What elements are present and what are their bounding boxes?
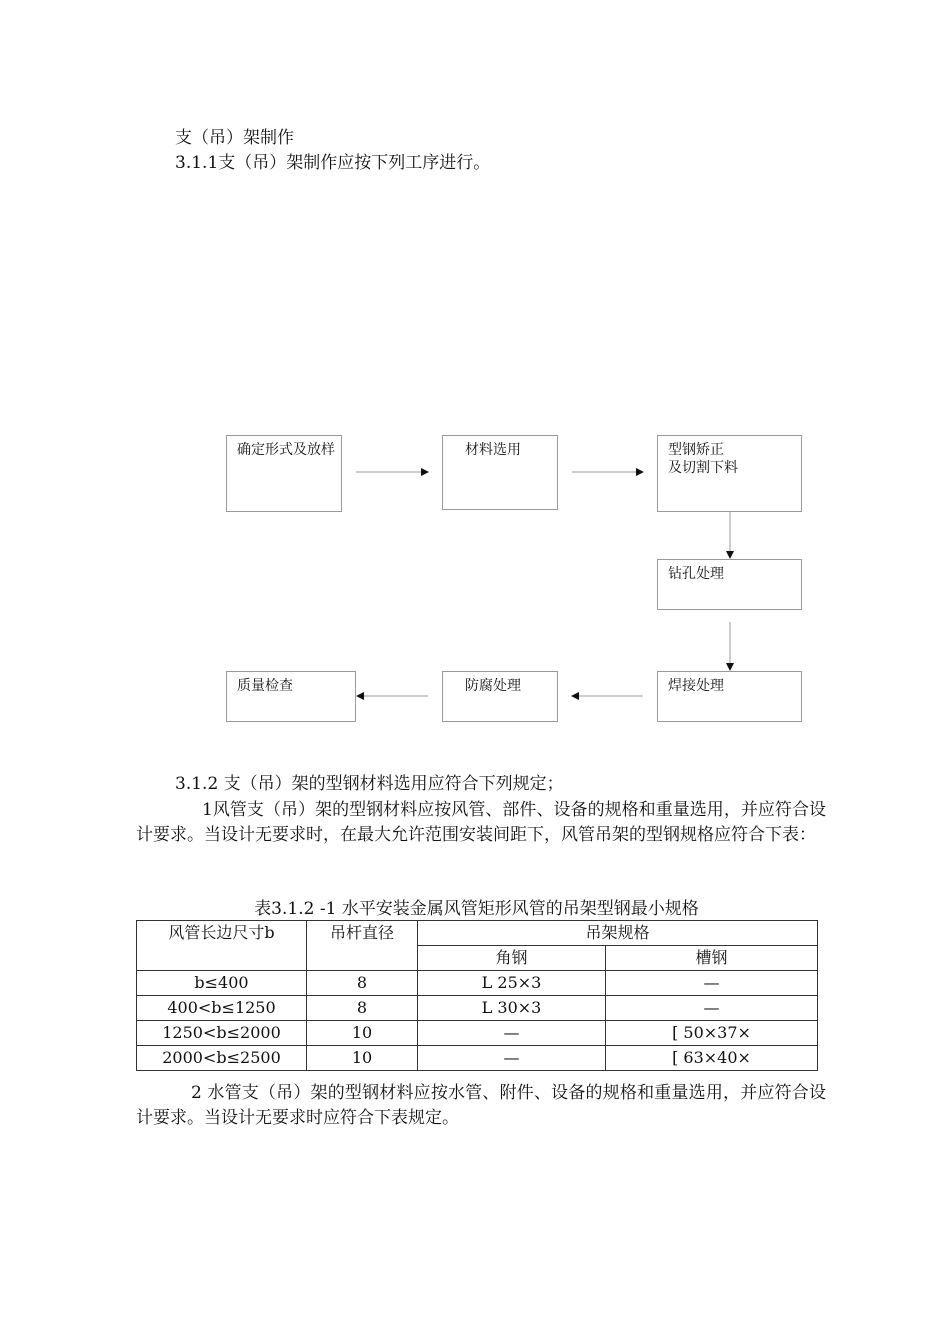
section-title: 支（吊）架制作 <box>175 128 294 148</box>
header-hanger-spec: 吊架规格 <box>418 921 818 946</box>
flow-step-layout: 确定形式及放样 <box>226 435 342 512</box>
cell-rod: 8 <box>307 971 418 996</box>
table-row <box>137 1021 818 1046</box>
clause-3-1-1: 3.1.1支（吊）架制作应按下列工序进行。 <box>175 153 491 173</box>
header-rod-diameter: 吊杆直径 <box>307 921 418 971</box>
header-channel-steel: 槽钢 <box>606 946 818 971</box>
cell-channel: — <box>606 971 818 996</box>
table-row <box>137 971 818 996</box>
paragraph-water-pipe-support: 2 水管支（吊）架的型钢材料应按水管、附件、设备的规格和重量选用，并应符合设计要求。当设计无要求时应符合下表规定。 <box>136 1083 826 1128</box>
flow-step-straighten-cut: 型钢矫正 及切割下料 <box>657 435 802 512</box>
cell-angle: L 25×3 <box>418 971 606 996</box>
flow-step-drilling: 钻孔处理 <box>657 559 802 610</box>
flow-step-anticorrosion: 防腐处理 <box>442 671 558 722</box>
cell-size: 1250<b≤2000 <box>137 1021 307 1046</box>
cell-rod: 10 <box>307 1021 418 1046</box>
clause-3-1-2: 3.1.2 支（吊）架的型钢材料选用应符合下列规定； <box>175 774 564 794</box>
table-row <box>137 996 818 1021</box>
table-caption: 表3.1.2 -1 水平安装金属风管矩形风管的吊架型钢最小规格 <box>254 899 699 919</box>
cell-angle: L 30×3 <box>418 996 606 1021</box>
header-duct-size: 风管长边尺寸b <box>137 921 307 971</box>
flow-step-material: 材料选用 <box>442 435 558 510</box>
table-row <box>137 1046 818 1071</box>
cell-angle: — <box>418 1046 606 1071</box>
cell-size: b≤400 <box>137 971 307 996</box>
header-angle-steel: 角钢 <box>418 946 606 971</box>
cell-angle: — <box>418 1021 606 1046</box>
cell-channel: — <box>606 996 818 1021</box>
hanger-spec-table <box>136 920 818 1071</box>
cell-rod: 10 <box>307 1046 418 1071</box>
cell-channel: [ 50×37× <box>606 1021 818 1046</box>
cell-size: 400<b≤1250 <box>137 996 307 1021</box>
cell-rod: 8 <box>307 996 418 1021</box>
flow-step-welding: 焊接处理 <box>657 671 802 722</box>
paragraph-duct-support: 1风管支（吊）架的型钢材料应按风管、部件、设备的规格和重量选用，并应符合设计要求。当设计无要求时，在最大允许范围安装间距下，风管吊架的型钢规格应符合下表： <box>136 800 826 845</box>
cell-channel: [ 63×40× <box>606 1046 818 1071</box>
flow-step-quality-check: 质量检查 <box>226 671 356 722</box>
cell-size: 2000<b≤2500 <box>137 1046 307 1071</box>
